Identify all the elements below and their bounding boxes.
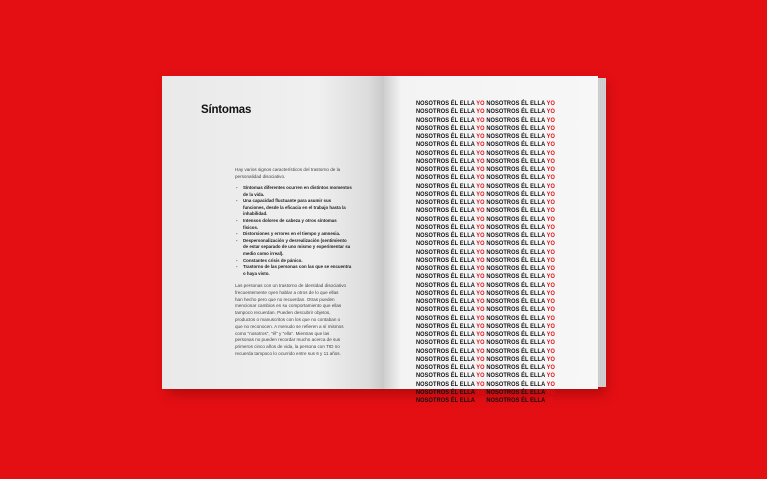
list-item: - Síntomas diferentes ocurren en distintos momentos de la vida. [235, 185, 353, 198]
phrase-red: YO [546, 248, 555, 256]
page-title: Síntomas [201, 104, 252, 116]
phrase-red: YO [476, 100, 485, 107]
phrase-row [416, 158, 571, 166]
phrase-row [416, 290, 571, 298]
phrase-red: YO [476, 223, 485, 231]
phrase-red: YO [476, 157, 485, 165]
phrase-dark: NOSOTROS ÉL ELLA [416, 347, 477, 355]
phrase-red: YO [546, 182, 555, 190]
phrase-red: YO [476, 380, 485, 388]
phrase-dark: NOSOTROS ÉL ELLA [486, 364, 547, 371]
phrase-dark: NOSOTROS ÉL ELLA [416, 397, 477, 404]
phrase-dark: NOSOTROS ÉL ELLA [416, 314, 477, 322]
phrase-red: YO [476, 199, 485, 206]
phrase-row [416, 191, 571, 199]
phrase-red: YO [476, 182, 485, 190]
phrase-dark: NOSOTROS ÉL ELLA [486, 281, 547, 289]
phrase-red: YO [546, 116, 555, 124]
phrase-dark: NOSOTROS ÉL ELLA [486, 331, 547, 338]
phrase-row [416, 232, 571, 240]
phrase-red: YO [546, 223, 555, 231]
phrase-red: YO [476, 207, 485, 215]
phrase-red: YO [476, 322, 485, 330]
phrase-dark: NOSOTROS ÉL ELLA [416, 166, 477, 173]
page-edges [598, 78, 606, 387]
phrase-row [416, 315, 571, 323]
phrase-row [416, 133, 571, 141]
phrase-dark: NOSOTROS ÉL ELLA [486, 248, 547, 256]
phrase-row [416, 323, 571, 331]
phrase-dark: NOSOTROS ÉL ELLA [416, 273, 477, 281]
phrase-dark: NOSOTROS ÉL ELLA [486, 215, 547, 223]
phrase-red: YO [546, 265, 555, 272]
phrase-red: YO [546, 339, 555, 347]
phrase-red: YO [476, 273, 485, 281]
phrase-red: YO [546, 289, 555, 297]
phrase-row [416, 389, 571, 397]
phrase-red: YO [546, 273, 555, 281]
phrase-dark: NOSOTROS ÉL ELLA [416, 133, 477, 140]
phrase-dark: NOSOTROS ÉL ELLA [486, 397, 547, 404]
phrase-dark: NOSOTROS ÉL ELLA [416, 100, 477, 107]
phrase-row [416, 166, 571, 174]
phrase-row [416, 372, 571, 380]
phrase-dark: NOSOTROS ÉL ELLA [416, 355, 477, 363]
phrase-row [416, 216, 571, 224]
phrase-red: YO [476, 190, 485, 198]
phrase-red: YO [546, 306, 555, 314]
phrase-red: YO [476, 355, 485, 363]
phrase-dark: NOSOTROS ÉL ELLA [416, 232, 477, 239]
phrase-red: YO [546, 174, 555, 182]
phrase-row [416, 125, 571, 133]
phrase-dark: NOSOTROS ÉL ELLA [486, 256, 547, 264]
phrase-dark: NOSOTROS ÉL ELLA [416, 364, 477, 371]
phrase-red: YO [546, 108, 555, 116]
phrase-red: YO [546, 199, 555, 206]
phrase-dark: NOSOTROS ÉL ELLA [416, 223, 477, 231]
phrase-row [416, 356, 571, 364]
phrase-row [416, 207, 571, 215]
phrase-dark: NOSOTROS ÉL ELLA [416, 388, 477, 396]
phrase-red: YO [476, 141, 485, 149]
phrase-dark: NOSOTROS ÉL ELLA [416, 116, 477, 124]
phrase-dark: NOSOTROS ÉL ELLA [416, 306, 477, 314]
phrase-dark: NOSOTROS ÉL ELLA [416, 265, 477, 272]
phrase-row [416, 257, 571, 265]
phrase-dark: NOSOTROS ÉL ELLA [486, 298, 547, 305]
phrase-red: YO [476, 248, 485, 256]
phrase-dark: NOSOTROS ÉL ELLA [486, 322, 547, 330]
phrase-row [416, 150, 571, 158]
phrase-red: YO [476, 240, 485, 248]
phrase-dark: NOSOTROS ÉL ELLA [486, 157, 547, 165]
phrase-dark: NOSOTROS ÉL ELLA [416, 289, 477, 297]
phrase-red: YO [546, 207, 555, 215]
phrase-dark: NOSOTROS ÉL ELLA [486, 347, 547, 355]
phrase-red: YO [476, 166, 485, 173]
phrase-red: YO [476, 364, 485, 371]
phrase-red: YO [476, 347, 485, 355]
phrase-red: YO [476, 124, 485, 132]
phrase-row [416, 282, 571, 290]
phrase-red: YO [546, 364, 555, 371]
phrase-red: YO [476, 108, 485, 116]
phrase-dark: NOSOTROS ÉL ELLA [416, 240, 477, 248]
phrase-row [416, 265, 571, 273]
phrase-row [416, 331, 571, 339]
phrase-dark: NOSOTROS ÉL ELLA [416, 174, 477, 182]
phrase-red: YO [476, 298, 485, 305]
phrase-dark: NOSOTROS ÉL ELLA [416, 256, 477, 264]
phrase-dark: NOSOTROS ÉL ELLA [416, 298, 477, 305]
phrase-red: YO [546, 100, 555, 107]
phrase-dark: NOSOTROS ÉL ELLA [486, 289, 547, 297]
phrase-dark: NOSOTROS ÉL ELLA [416, 248, 477, 256]
phrase-red: YO [546, 124, 555, 132]
phrase-dark: NOSOTROS ÉL ELLA [486, 355, 547, 363]
phrase-row [416, 306, 571, 314]
phrase-dark: NOSOTROS ÉL ELLA [416, 190, 477, 198]
phrase-red: YO [546, 347, 555, 355]
phrase-dark: NOSOTROS ÉL ELLA [486, 133, 547, 140]
list-item: - Intensos dolores de cabeza y otros síntomas físicos. [235, 218, 353, 231]
open-book [162, 76, 606, 404]
phrase-row [416, 117, 571, 125]
phrase-red: YO [546, 133, 555, 140]
phrase-red: YO [546, 355, 555, 363]
phrase-row [416, 174, 571, 182]
phrase-dark: NOSOTROS ÉL ELLA [486, 223, 547, 231]
phrase-row [416, 199, 571, 207]
phrase-dark: NOSOTROS ÉL ELLA [416, 108, 477, 116]
phrase-red: YO [546, 388, 555, 396]
phrase-dark: NOSOTROS ÉL ELLA [486, 100, 547, 107]
body-paragraph: Las personas con un trastorno de identidad disociativo frecuentemente oyen hablar a otros de lo que ellas han hecho pero que no recuerdan. Otras pueden mencionar cambios en su comportamiento que ellas tampoco recuerdan. Pueden descubrir objetos, productos o manuscritos con los que no contaban o que no reconocen. A menudo se refieren a sí mismos como "nosotros", "él" y "ella". Mientras que las personas no pueden recordar mucho acerca de sus primeros cinco años de vida, la persona con TID no recuerda tampoco lo ocurrido entre sus 6 y 11 años. [235, 283, 347, 356]
phrase-red: YO [546, 322, 555, 330]
list-item: - Distorsiones y errores en el tiempo y amnesia. [235, 231, 353, 238]
phrase-row [416, 108, 571, 116]
phrase-red: YO [546, 331, 555, 338]
phrase-red: YO [476, 372, 485, 380]
phrase-red: YO [476, 388, 485, 396]
phrase-dark: NOSOTROS ÉL ELLA [486, 124, 547, 132]
phrase-red: YO [476, 339, 485, 347]
phrase-dark: NOSOTROS ÉL ELLA [486, 116, 547, 124]
phrase-row [416, 273, 571, 281]
phrase-red: YO [546, 157, 555, 165]
phrase-dark: NOSOTROS ÉL ELLA [486, 380, 547, 388]
phrase-dark: NOSOTROS ÉL ELLA [416, 199, 477, 206]
phrase-dark: NOSOTROS ÉL ELLA [486, 240, 547, 248]
phrase-dark: NOSOTROS ÉL ELLA [416, 281, 477, 289]
phrase-dark: NOSOTROS ÉL ELLA [486, 141, 547, 149]
phrase-red: YO [546, 256, 555, 264]
phrase-red: YO [546, 314, 555, 322]
phrase-dark: NOSOTROS ÉL ELLA [486, 339, 547, 347]
phrase-red: YO [476, 215, 485, 223]
list-item: - Una capacidad fluctuante para asumir sus funciones, desde la eficacia en el trabajo hasta la inhabilidad. [235, 198, 353, 218]
phrase-dark: NOSOTROS ÉL ELLA [486, 149, 547, 157]
phrase-red: YO [546, 281, 555, 289]
phrase-dark: NOSOTROS ÉL ELLA [486, 306, 547, 314]
phrase-dark: NOSOTROS ÉL ELLA [486, 232, 547, 239]
phrase-row [416, 397, 571, 405]
list-item: - Despersonalización y desrealización (sentimiento de estar separado de uno mismo y experimentar su medio como irreal). [235, 238, 353, 258]
phrase-dark: NOSOTROS ÉL ELLA [416, 182, 477, 190]
phrase-dark: NOSOTROS ÉL ELLA [486, 314, 547, 322]
phrase-red: YO [546, 149, 555, 157]
phrase-row [416, 240, 571, 248]
phrase-dark: NOSOTROS ÉL ELLA [486, 372, 547, 380]
phrase-dark: NOSOTROS ÉL ELLA [416, 207, 477, 215]
phrase-red: YO [546, 166, 555, 173]
phrase-dark: NOSOTROS ÉL ELLA [486, 199, 547, 206]
phrase-red: YO [476, 116, 485, 124]
phrase-red: YO [546, 141, 555, 149]
phrase-row [416, 348, 571, 356]
phrase-red: YO [476, 397, 485, 404]
phrase-row [416, 381, 571, 389]
phrase-red: YO [476, 232, 485, 239]
phrase-dark: NOSOTROS ÉL ELLA [486, 388, 547, 396]
phrase-red: YO [476, 306, 485, 314]
phrase-dark: NOSOTROS ÉL ELLA [416, 149, 477, 157]
phrase-row [416, 100, 571, 108]
phrase-red: YO [476, 256, 485, 264]
phrase-row [416, 339, 571, 347]
phrase-red: YO [476, 314, 485, 322]
phrase-dark: NOSOTROS ÉL ELLA [416, 372, 477, 380]
phrase-dark: NOSOTROS ÉL ELLA [486, 174, 547, 182]
phrase-red: YO [476, 174, 485, 182]
phrase-dark: NOSOTROS ÉL ELLA [416, 215, 477, 223]
phrase-red: YO [546, 215, 555, 223]
phrase-dark: NOSOTROS ÉL ELLA [486, 273, 547, 281]
phrase-red: YO [476, 331, 485, 338]
phrase-dark: NOSOTROS ÉL ELLA [416, 157, 477, 165]
phrase-red: YO [476, 265, 485, 272]
phrase-red: YO [476, 133, 485, 140]
phrase-red: YO [546, 190, 555, 198]
phrase-red: YO [476, 281, 485, 289]
phrase-row [416, 183, 571, 191]
list-item: - Trastorno de las personas con las que se encuentra o haya visto. [235, 264, 353, 277]
phrase-red: YO [476, 289, 485, 297]
symptom-list [235, 185, 353, 277]
intro-paragraph: Hay varios signos característicos del trastorno de la personalidad disociativo. [235, 167, 341, 179]
phrase-dark: NOSOTROS ÉL ELLA [416, 380, 477, 388]
phrase-red: YO [546, 372, 555, 380]
repeated-phrase-block [416, 100, 596, 405]
phrase-dark: NOSOTROS ÉL ELLA [486, 207, 547, 215]
phrase-dark: NOSOTROS ÉL ELLA [416, 339, 477, 347]
phrase-dark: NOSOTROS ÉL ELLA [416, 124, 477, 132]
phrase-row [416, 141, 571, 149]
phrase-dark: NOSOTROS ÉL ELLA [416, 331, 477, 338]
phrase-red: YO [476, 149, 485, 157]
left-page [162, 76, 384, 389]
phrase-red: YO [546, 298, 555, 305]
phrase-red: YO [546, 397, 555, 404]
phrase-dark: NOSOTROS ÉL ELLA [486, 182, 547, 190]
phrase-row [416, 224, 571, 232]
list-item: - Constantes crisis de pánico. [235, 258, 353, 265]
phrase-dark: NOSOTROS ÉL ELLA [486, 190, 547, 198]
phrase-red: YO [546, 380, 555, 388]
phrase-dark: NOSOTROS ÉL ELLA [416, 322, 477, 330]
phrase-dark: NOSOTROS ÉL ELLA [416, 141, 477, 149]
phrase-row [416, 298, 571, 306]
phrase-row [416, 249, 571, 257]
phrase-red: YO [546, 232, 555, 239]
phrase-dark: NOSOTROS ÉL ELLA [486, 265, 547, 272]
phrase-dark: NOSOTROS ÉL ELLA [486, 166, 547, 173]
phrase-dark: NOSOTROS ÉL ELLA [486, 108, 547, 116]
phrase-red: YO [546, 240, 555, 248]
phrase-row [416, 364, 571, 372]
